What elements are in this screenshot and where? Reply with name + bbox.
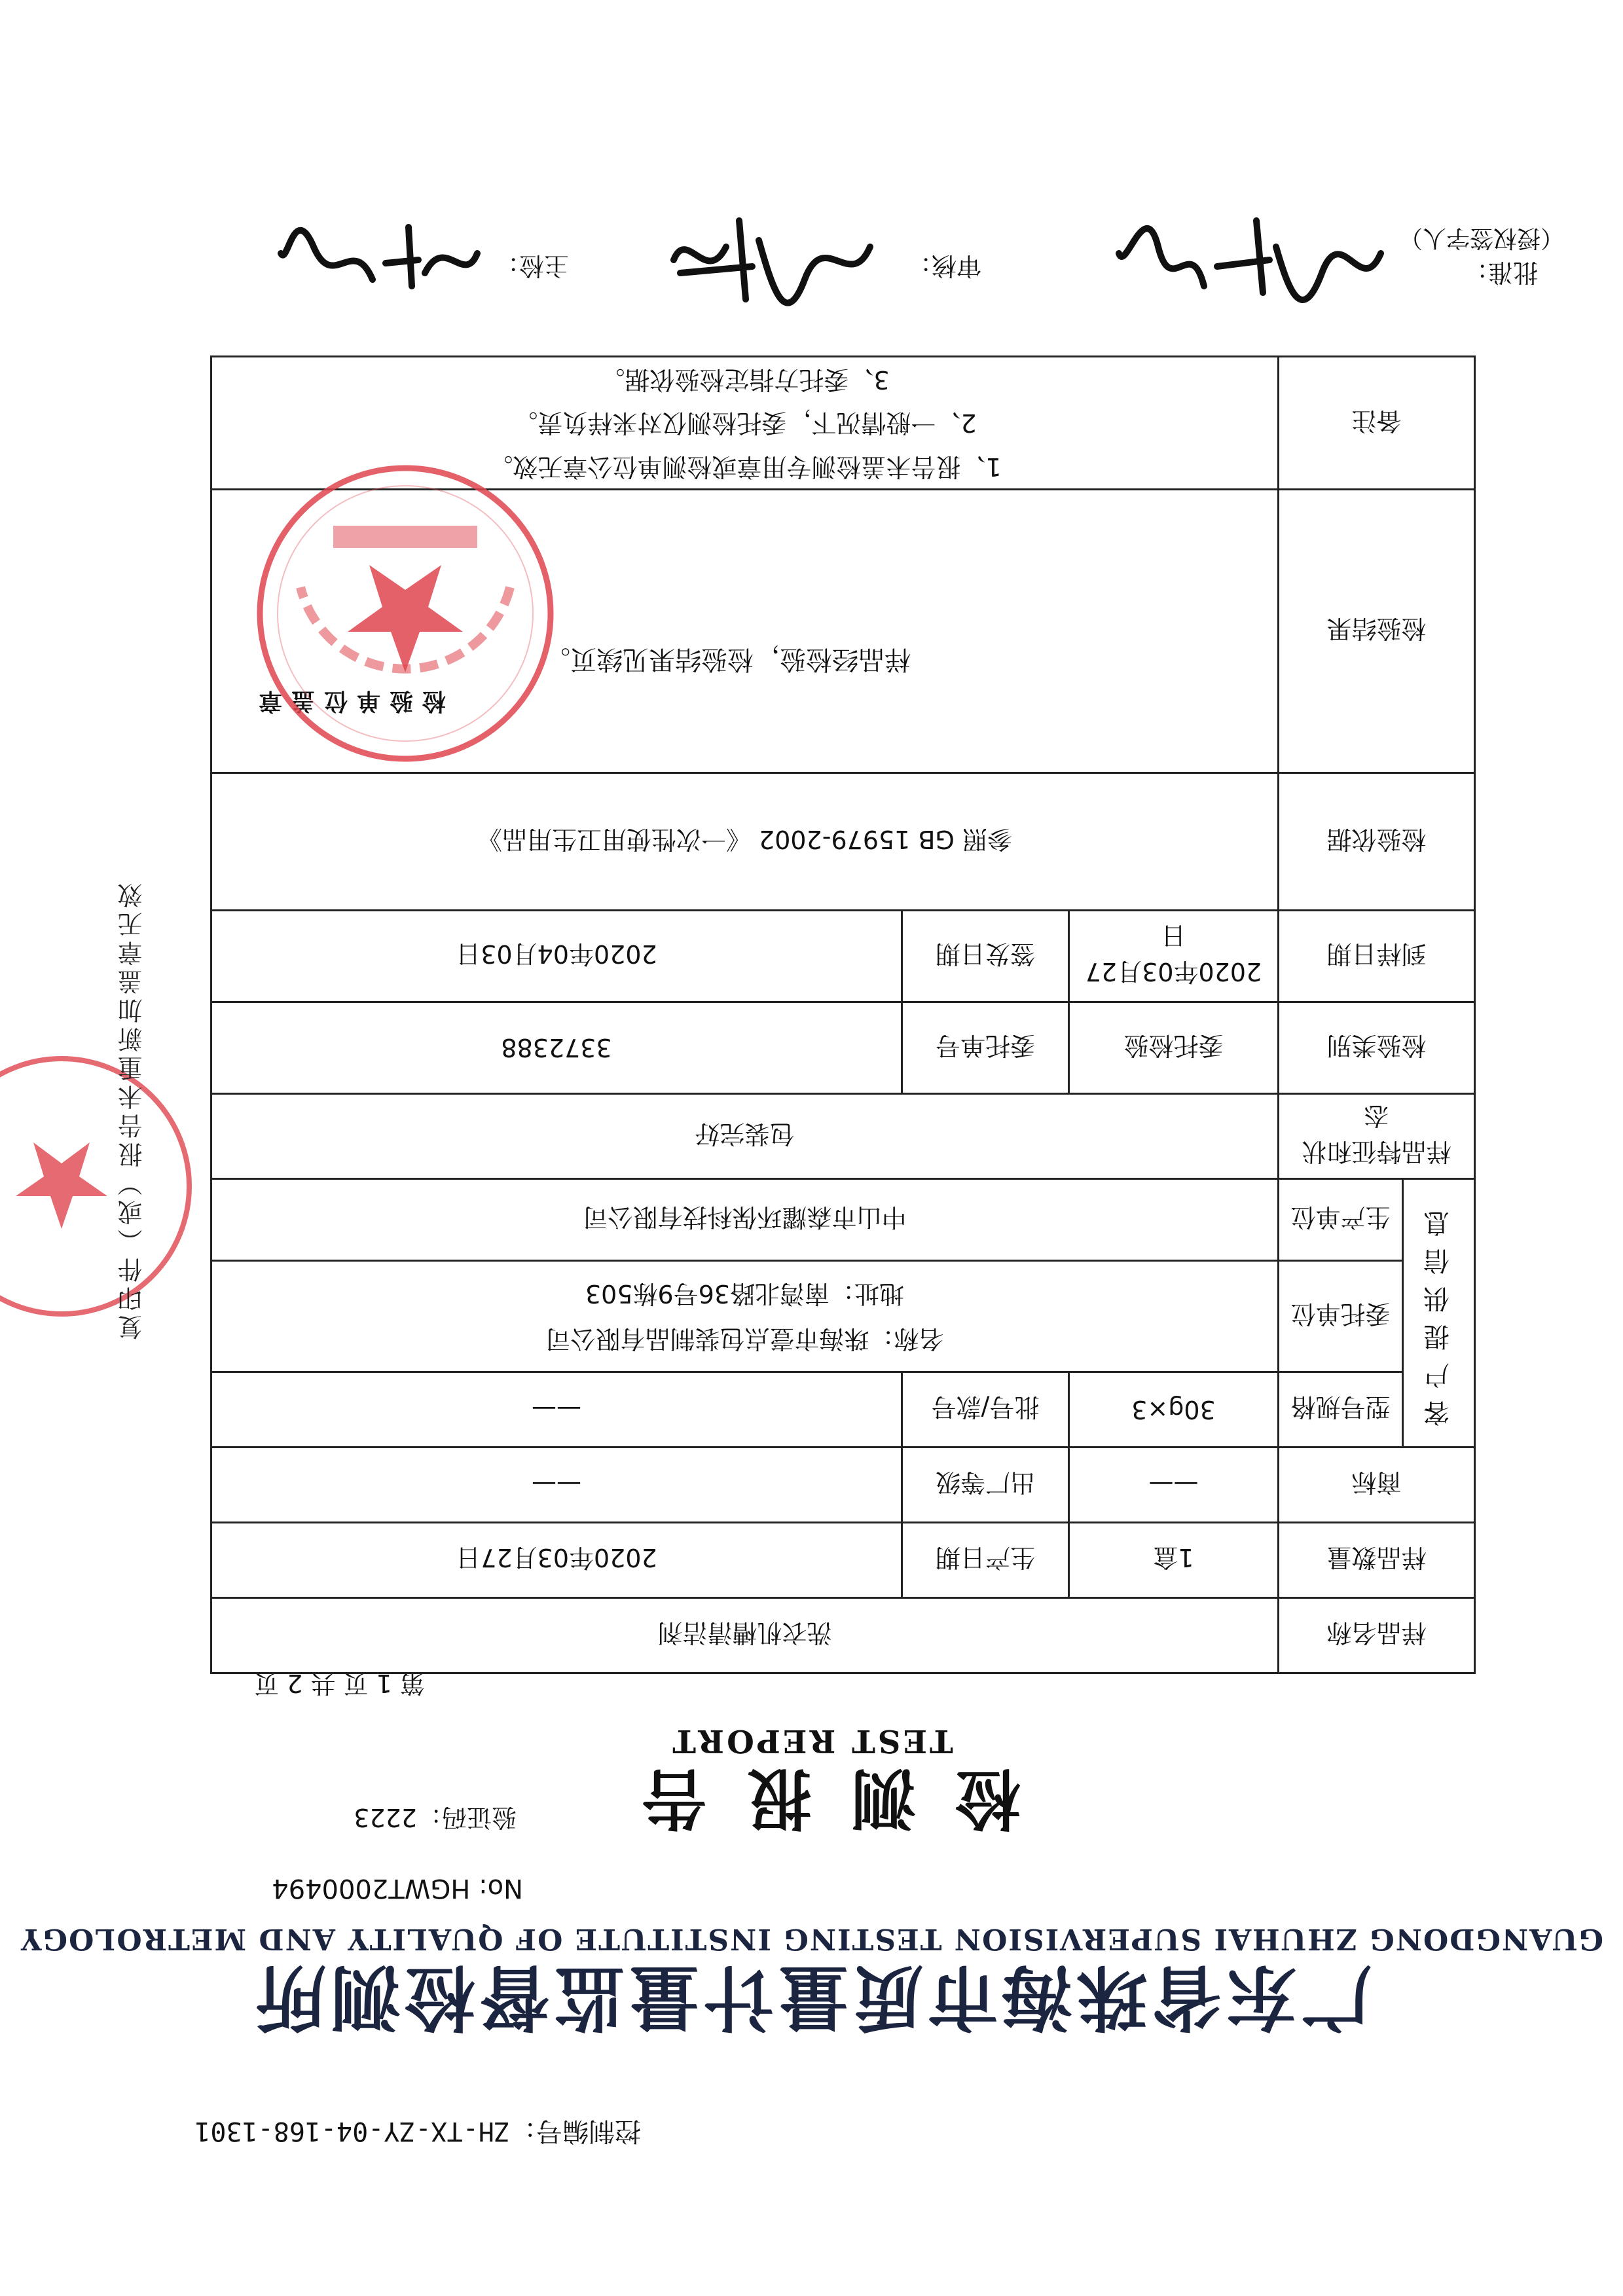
trademark-value: ——	[1068, 1448, 1278, 1523]
report-number: No: HGWT2000494	[272, 1873, 523, 1903]
side-note: 复印件（或）报告未重新加盖章无效	[118, 879, 147, 1340]
sample-quantity-label: 样品数量	[1278, 1523, 1474, 1598]
inspection-category-value: 委托检验	[1068, 1002, 1278, 1094]
approver-signature	[1112, 214, 1387, 312]
notes-label: 备注	[1278, 357, 1474, 490]
signature-row	[0, 208, 1623, 312]
client-info-label: 客户提供信息	[1403, 1179, 1475, 1448]
arrival-date-label: 到样日期	[1278, 911, 1474, 1002]
control-number: 控制编号：ZH-TX-ZY-04-168-1301	[194, 2116, 641, 2146]
approver-note: （授权签字人）	[1398, 225, 1564, 251]
commissioner-value	[211, 1261, 1278, 1372]
institute-name-en: GUANGDONG ZHUHAI SUPERVISION TESTING INSTITUTE OF QUALITY AND METROLOGY	[20, 1922, 1603, 1956]
verification-code: 验证码：2223	[354, 1803, 517, 1832]
side-seal	[0, 1046, 202, 1327]
reviewer-signature	[667, 214, 877, 312]
basis-label: 检验依据	[1278, 773, 1474, 911]
table-row	[211, 1094, 1474, 1179]
table-row	[211, 911, 1474, 1002]
stamp-label: 检验单位盖章	[249, 687, 446, 714]
features-value: 包装完好	[211, 1094, 1278, 1179]
producer-value: 中山市森耀环保科技有限公司	[211, 1179, 1278, 1261]
result-value: 样品经检验，检验结果见续页。	[543, 644, 911, 674]
commissioner-label: 委托单位	[1278, 1261, 1402, 1372]
model-spec-label: 型号规格	[1278, 1372, 1402, 1448]
sample-quantity-value: 1盒	[1068, 1523, 1278, 1598]
basis-value: 参照 GB 15979-2002 《一次性使用卫生用品》	[211, 773, 1278, 911]
production-date-value: 2020年03月27日	[211, 1523, 902, 1598]
features-label: 样品特征和状态	[1278, 1094, 1474, 1179]
arrival-date-value: 2020年03月27日	[1068, 911, 1278, 1002]
batch-number-value: ——	[211, 1372, 902, 1448]
sample-name-value: 洗衣机槽清洁剂	[211, 1598, 1278, 1673]
table-row	[211, 773, 1474, 911]
table-row	[211, 1261, 1474, 1372]
tester-label: 主检：	[494, 251, 569, 280]
table-row	[211, 1372, 1474, 1448]
approver-label: 批准：	[1463, 258, 1538, 287]
production-date-label: 生产日期	[902, 1523, 1068, 1598]
factory-grade-value: ——	[211, 1448, 902, 1523]
note-item: 2、一般情况下，委托检测仅对来样负责。	[513, 409, 977, 438]
trademark-label: 商标	[1278, 1448, 1474, 1523]
inspection-seal	[248, 456, 562, 771]
report-title-en: TEST REPORT	[670, 1722, 953, 1759]
note-item: 1、报告未盖检测专用章或检测单位公章无效。	[488, 452, 1002, 481]
reviewer-label: 审核：	[906, 251, 981, 280]
institute-name-cn: 广东省珠海市质量计量监督检测所	[251, 1956, 1372, 2038]
inspection-category-label: 检验类别	[1278, 1002, 1474, 1094]
table-row	[211, 1179, 1474, 1261]
issue-date-label: 签发日期	[902, 911, 1068, 1002]
table-row	[211, 1598, 1474, 1673]
result-label: 检验结果	[1278, 490, 1474, 773]
tester-signature	[274, 221, 484, 306]
producer-label: 生产单位	[1278, 1179, 1402, 1261]
factory-grade-label: 出厂等级	[902, 1448, 1068, 1523]
commissioner-address: 地址：南湾北路36号9栋503	[585, 1279, 904, 1309]
table-row	[211, 1448, 1474, 1523]
note-item: 3、委托方指定检验依据。	[600, 365, 890, 394]
commissioner-name: 名称：珠海市壹点包装制品有限公司	[545, 1324, 944, 1353]
order-number-label: 委托单号	[902, 1002, 1068, 1094]
order-number-value: 3372388	[211, 1002, 902, 1094]
page-info: 第 1 页 共 2 页	[254, 1669, 425, 1698]
model-spec-value: 30g×3	[1068, 1372, 1278, 1448]
report-title-cn: 检测报告	[602, 1760, 1021, 1836]
table-row	[211, 1002, 1474, 1094]
table-row	[211, 1523, 1474, 1598]
sample-name-label: 样品名称	[1278, 1598, 1474, 1673]
issue-date-value: 2020年04月03日	[211, 911, 902, 1002]
batch-number-label: 批号/款号	[902, 1372, 1068, 1448]
